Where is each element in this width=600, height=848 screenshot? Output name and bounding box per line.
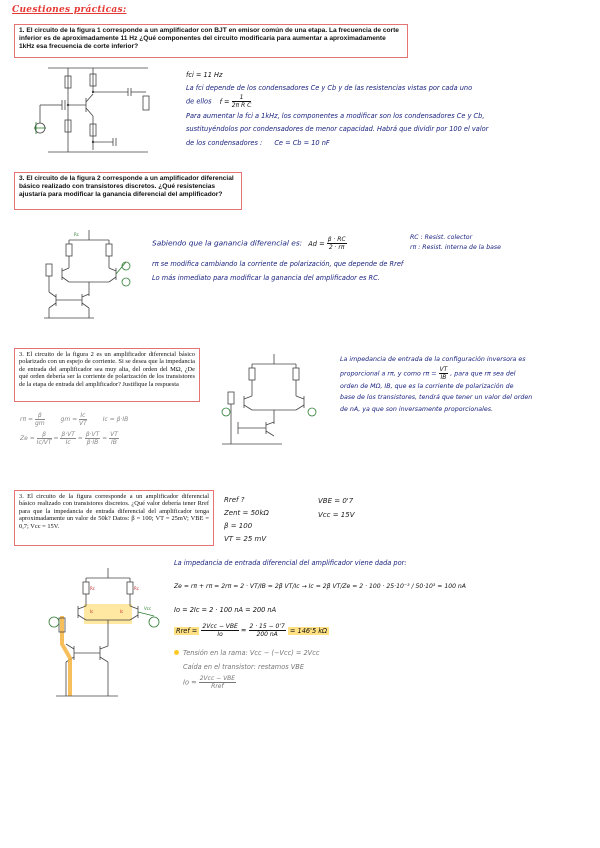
q2-definitions [410, 233, 501, 253]
q1-formula-num: 1 [232, 94, 252, 102]
q3-f7-num: VT [110, 431, 118, 438]
q3-line-2a: proporcional a rπ, y como rπ = [340, 370, 437, 377]
q2-ad-lhs: Ad = [308, 239, 325, 248]
q1-formula-lhs: f = [219, 97, 230, 106]
q3-formulas [20, 412, 200, 446]
q3-line-1: La impedancia de entrada de la configuración inversora es [340, 356, 526, 363]
q4-line-1: La impedancia de entrada diferencial del amplificador viene dada por: [174, 559, 407, 567]
q4-bullet-dot [174, 650, 179, 655]
q2-line-3: Lo más inmediato para modificar la ganancia del amplificador es RC. [152, 274, 380, 282]
q1-formula-fraction [232, 94, 252, 109]
q1-line-2a: La fci depende de los condensadores Ce y Cb y de las resistencias vistas por cada uno [186, 84, 473, 92]
q3-rpi-fraction [439, 366, 449, 381]
q2-line-2: rπ se modifica cambiando la corriente de polarización, que depende de Rref [152, 260, 404, 268]
svg-text:Rc: Rc [74, 232, 79, 237]
q3-f5-num: β·VT [61, 431, 75, 438]
question-2-text: 3. El circuito de la figura 2 corresponde a un amplificador diferencial básico realizado con transistores discretos. ¿Qué resistencias ajustaría para modificar la ganancia diferencial del amplificador? [19, 175, 234, 198]
q3-f3: Ic = β·IB [102, 416, 129, 423]
q4-bullet-1: Tensión en la rama: Vcc − (−Vcc) = 2Vcc [183, 649, 320, 657]
q3-f1: rπ = [20, 416, 34, 423]
q2-answer [152, 236, 592, 283]
q1-line-2b-row [186, 94, 588, 109]
q4-eq-2: Io = 2Ic = 2 · 100 nA = 200 nA [174, 606, 277, 614]
q3-f7-frac [109, 431, 119, 446]
q4-bullet-3-row [183, 675, 594, 690]
q1-line-4: sustituyéndolos por condensadores de menor capacidad. Habrá que dividir por 100 el valor [186, 125, 489, 133]
figure-3-circuit [222, 352, 318, 450]
svg-text:Rc: Rc [90, 586, 95, 591]
q2-ad-num: β · RC [327, 236, 346, 243]
q3-f6-frac [85, 431, 101, 446]
q1-formula-den: 2π R C [231, 102, 252, 109]
q1-line-5: de los condensadores : [186, 139, 263, 147]
q3-f2-den: VT [79, 420, 87, 427]
q1-answer [186, 70, 588, 148]
q4-data-right [318, 494, 355, 522]
question-3-box [14, 348, 200, 402]
q4-eq-3-mid-frac [249, 623, 286, 638]
q3-rpi-num: VT [439, 365, 448, 373]
q4-eq-3-den: Io [217, 631, 223, 638]
q3-formula-row-2: Ze = $\frac{\beta}{Ic/VT}$ = $\frac{\beta\cdot VT}{Ic}$ = $\frac{\beta\cdot VT}{\beta\cdot IB}$ = $\frac{VT}{IB}$ [20, 431, 118, 446]
q3-formula-row-1 [20, 412, 200, 427]
q3-f2-num: Ic [80, 412, 86, 419]
q1-line-5b: Ce = Cb = 10 nF [274, 139, 330, 147]
figure-2-circuit [44, 226, 134, 324]
q4-eq-3-frac [201, 623, 238, 638]
q4-eq-3-row: Rref = $\frac{\text{2Vcc − VBE}}{Io}$ = $\frac{2 \cdot 15 - 0'7}{200 nA}$ = 146'5 kΩ [176, 623, 328, 638]
q4-d2: Zent = 50kΩ [224, 509, 269, 517]
q4-eq-1: Ze = rπ + rπ = 2rπ = 2 · VT/IB = 2β VT/Ic → Ic = 2β VT/Ze = 2 · 100 · 25·10⁻³ / 50·10³ = 100 nA [174, 583, 466, 590]
q4-eq-3-mid-den: 200 nA [256, 631, 278, 638]
q4-eq-3-lhs: Rref = [176, 626, 198, 635]
q3-line-5: de nA, ya que son inversamente proporcionales. [340, 405, 493, 413]
svg-text:Ic: Ic [120, 609, 124, 614]
q2-ad-den: 2 · rπ [328, 244, 345, 251]
q3-answer [340, 354, 590, 415]
q1-line-5-row [186, 138, 588, 148]
q3-f2: gm = [60, 416, 78, 423]
q4-d5: VBE = 0'7 [318, 497, 354, 505]
q1-line-3: Para aumentar la fci a 1kHz, los componentes a modificar son los condensadores Ce y Cb, [186, 112, 485, 120]
q2-rc-def: RC : Resist. colector [410, 234, 473, 241]
q4-bullet-3-frac [199, 675, 236, 690]
q3-f6-den: β·IB [86, 439, 99, 446]
q3-line-2-row [340, 366, 590, 381]
q4-bullet-3-lhs: Io = [183, 678, 197, 687]
figure-4-circuit [48, 566, 168, 706]
svg-text:Ic: Ic [90, 609, 94, 614]
q4-d1: Rref ? [224, 496, 245, 504]
q2-line-1: Sabiendo que la ganancia diferencial es: [152, 238, 303, 248]
q3-line-3: orden de MΩ, IB, que es la corriente de polarización de [340, 382, 514, 390]
q4-bullet-3-num: 2Vcc − VBE [199, 675, 236, 682]
q4-d3: β = 100 [224, 522, 253, 530]
q3-line-2b: , para que rπ sea del [450, 370, 516, 377]
figure-1-circuit [28, 62, 158, 160]
q4-bullet-2: Caída en el transistor: restamos VBE [183, 663, 304, 671]
q3-f5-den: Ic [65, 439, 71, 446]
q4-bullet-1-row [174, 648, 594, 658]
question-4-text: 3. El circuito de la figura corresponde a un amplificador diferencial básico realizado con transistores discretos. ¿Qué valor debería tener Rref para que la impedancia de entrada diferencial del amplificador tenga aproximadamente un valor de 50k? Datos: β = 100; VT = 25mV; VBE = 0,7; Vcc = 15V. [19, 493, 209, 530]
svg-text:Vcc: Vcc [144, 606, 152, 611]
q4-eq-3-num: 2Vcc − VBE [202, 623, 238, 630]
q4-bullet-3-den: Rref [211, 683, 224, 690]
q1-line-2b: de ellos [186, 97, 212, 106]
question-4-box [14, 490, 214, 546]
q3-f1-num: β [35, 412, 45, 420]
q3-f1-den: gm [34, 420, 45, 427]
q3-line-4: base de los transistores, tendrá que tener un valor del orden [340, 394, 533, 401]
question-1-text: 1. El circuito de la figura 1 corresponde a un amplificador con BJT en emisor común de una etapa. La frecuencia de corte inferior es de aproximadamente 11 Hz ¿Qué componentes del circuito modificaría para aumentar a aproximadamente 1kHz esa frecuencia de corte inferior? [19, 27, 399, 50]
q4-eq-3-result: = 146'5 kΩ [289, 626, 328, 635]
q1-line-1: fci = 11 Hz [186, 71, 223, 79]
q3-f5-frac [60, 431, 76, 446]
q4-answer [174, 558, 594, 690]
svg-text:Rc: Rc [134, 586, 139, 591]
q3-f4: Ze = [20, 435, 35, 442]
q1-line-2 [186, 83, 588, 93]
q3-f4-den: Ic/VT [36, 439, 52, 446]
q2-ad-fraction [327, 236, 347, 251]
question-1-box [14, 24, 408, 58]
q4-d6: Vcc = 15V [318, 511, 355, 519]
q3-f4-num: β [37, 431, 52, 439]
q4-d4: VT = 25 mV [224, 535, 267, 543]
q4-data-left [224, 494, 269, 546]
question-3-text: 3. El circuito de la figura 2 es un amplificador diferencial básico polarizado con un espejo de corriente. Si se desea que la impedancia de entrada del amplificador sea muy alta, del orden del MΩ, ¿De qué orden debería ser la corriente de polarización de los transistores de la etapa de entrada del amplificador? Justifique la respuesta [19, 351, 195, 388]
q3-rpi-den: IB [440, 373, 447, 381]
q3-f1-frac [35, 412, 45, 427]
q3-f2-frac [79, 412, 87, 427]
q3-f6-num: β·VT [85, 431, 100, 438]
q3-f4-frac [37, 431, 52, 446]
q2-rpi-def: rπ : Resist. interna de la base [410, 244, 501, 251]
q2-line-1-row [152, 236, 592, 251]
page-title: Cuestiones prácticas: [12, 5, 127, 15]
question-2-box [14, 172, 242, 210]
q4-eq-3-mid-num: 2 · 15 − 0'7 [249, 623, 285, 630]
q3-f7-den: IB [111, 439, 117, 446]
